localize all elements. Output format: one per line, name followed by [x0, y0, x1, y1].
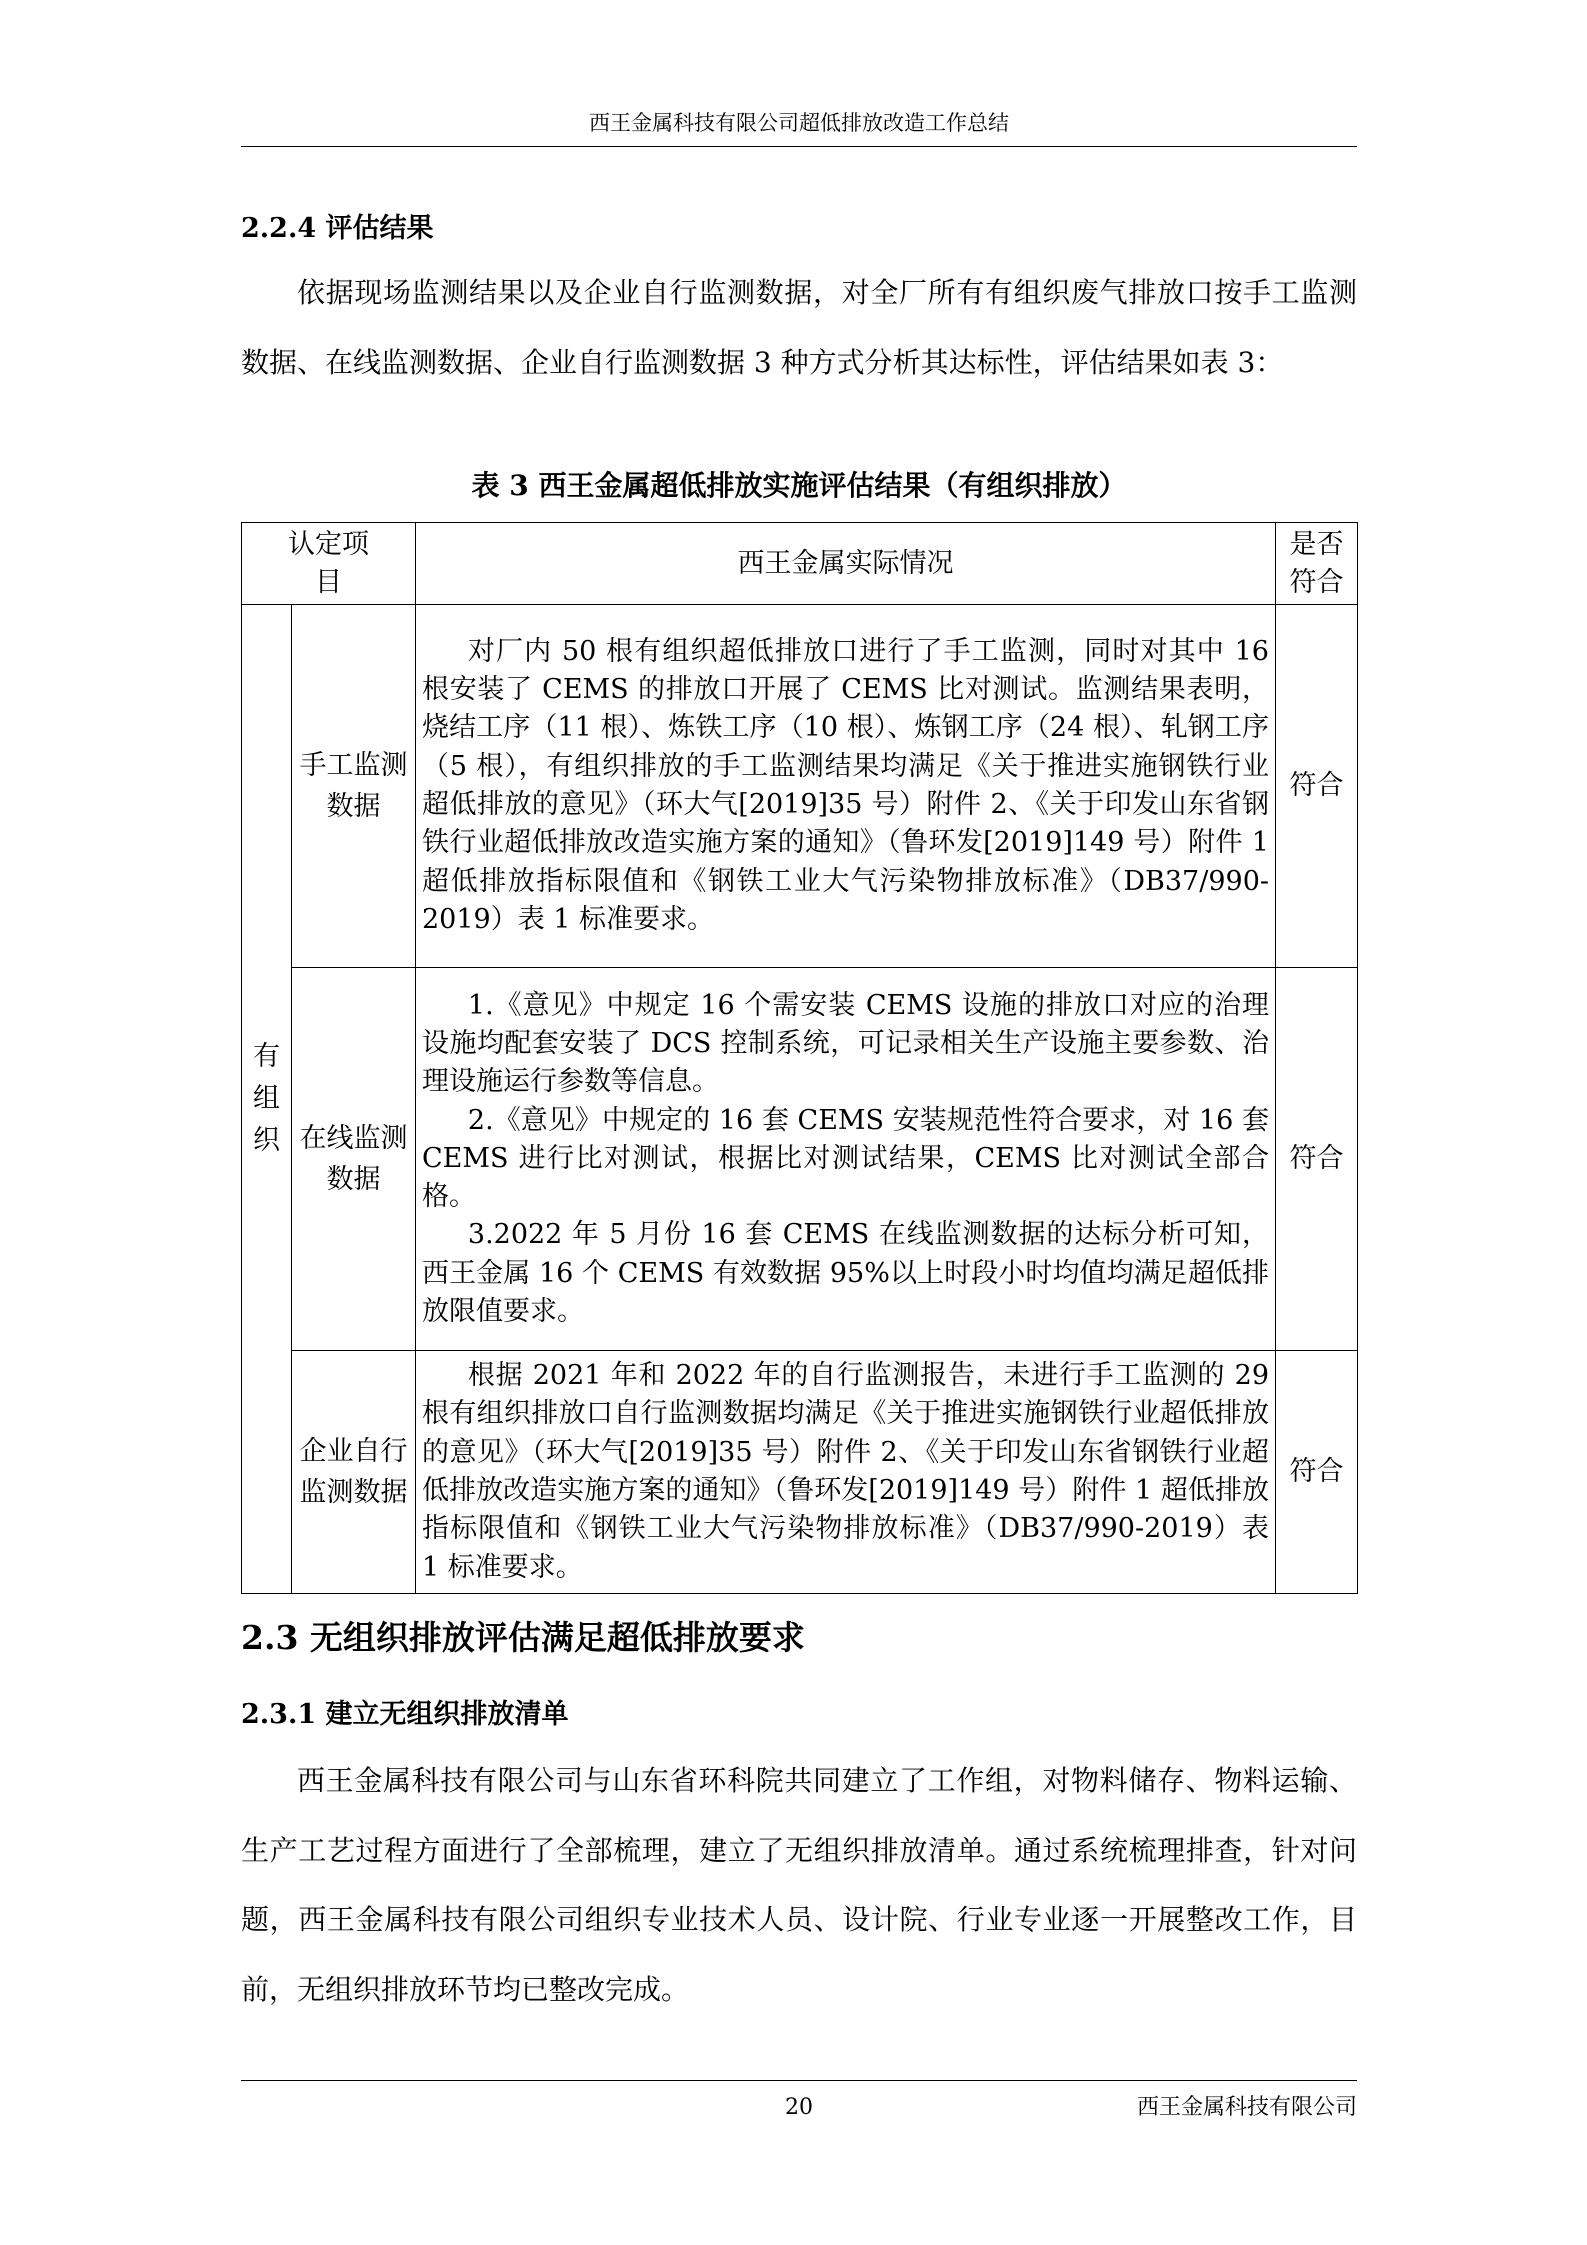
row-compliance: 符合 — [1276, 605, 1358, 968]
group-label: 有组织 — [242, 605, 292, 1594]
footer-company: 西王金属科技有限公司 — [1136, 2095, 1357, 2120]
row-content — [416, 1351, 1276, 1594]
table-row — [242, 968, 1358, 1351]
header-actual: 西王金属实际情况 — [416, 523, 1276, 605]
row-paragraph: 1.《意见》中规定 16 个需安装 CEMS 设施的排放口对应的治理设施均配套安装了 DCS 控制系统，可记录相关生产设施主要参数、治理设施运行参数等信息。 — [422, 989, 1269, 1098]
page-number: 20 — [785, 2095, 813, 2120]
table-3-caption: 表 3 西王金属超低排放实施评估结果（有组织排放） — [471, 469, 1127, 502]
row-compliance: 符合 — [1276, 1351, 1358, 1594]
page-header-title: 西王金属科技有限公司超低排放改造工作总结 — [589, 111, 1009, 135]
header-compliance: 是否符合 — [1276, 523, 1358, 605]
row-item: 在线监测数据 — [292, 968, 416, 1351]
section-2-2-4-heading: 2.2.4 评估结果 — [241, 213, 434, 244]
row-paragraph: 3.2022 年 5 月份 16 套 CEMS 在线监测数据的达标分析可知，西王金属 16 个 CEMS 有效数据 95%以上时段小时均值均满足超低排放限值要求。 — [422, 1219, 1269, 1328]
row-content — [416, 968, 1276, 1351]
header-rule — [241, 146, 1357, 147]
table-header-row — [242, 523, 1358, 605]
section-2-2-4-paragraph: 依据现场监测结果以及企业自行监测数据，对全厂所有有组织废气排放口按手工监测数据、在线监测数据、企业自行监测数据 3 种方式分析其达标性，评估结果如表 3： — [241, 276, 1357, 379]
table-row — [242, 1351, 1358, 1594]
table-row — [242, 605, 1358, 968]
header-item: 认定项目 — [242, 523, 416, 605]
section-2-3-heading: 2.3 无组织排放评估满足超低排放要求 — [241, 1618, 805, 1657]
table-3 — [241, 522, 1358, 1594]
row-compliance: 符合 — [1276, 968, 1358, 1351]
row-item: 企业自行监测数据 — [292, 1351, 416, 1594]
section-2-3-1-heading: 2.3.1 建立无组织排放清单 — [241, 1699, 569, 1730]
section-2-3-1-paragraph: 西王金属科技有限公司与山东省环科院共同建立了工作组，对物料储存、物料运输、生产工艺过程方面进行了全部梳理，建立了无组织排放清单。通过系统梳理排查，针对问题，西王金属科技有限公司组织专业技术人员、设计院、行业专业逐一开展整改工作，目前，无组织排放环节均已整改完成。 — [241, 1764, 1357, 2006]
row-paragraph: 根据 2021 年和 2022 年的自行监测报告，未进行手工监测的 29 根有组织排放口自行监测数据均满足《关于推进实施钢铁行业超低排放的意见》（环大气[2019]35 号）附件 2、《关于印发山东省钢铁行业超低排放改造实施方案的通知》（鲁环发[2019]149 号）附件 1 超低排放指标限值和《钢铁工业大气污染物排放标准》（DB37/990-2019）表 1 标准要求。 — [422, 1360, 1269, 1583]
row-content — [416, 605, 1276, 968]
row-item: 手工监测数据 — [292, 605, 416, 968]
row-paragraph: 2.《意见》中规定的 16 套 CEMS 安装规范性符合要求，对 16 套 CEMS 进行比对测试，根据比对测试结果，CEMS 比对测试全部合格。 — [422, 1104, 1269, 1213]
row-paragraph: 对厂内 50 根有组织超低排放口进行了手工监测，同时对其中 16 根安装了 CEMS 的排放口开展了 CEMS 比对测试。监测结果表明，烧结工序（11 根）、炼铁工序（10 根）、炼钢工序（24 根）、轧钢工序（5 根），有组织排放的手工监测结果均满足《关于推进实施钢铁行业超低排放的意见》（环大气[2019]35 号）附件 2、《关于印发山东省钢铁行业超低排放改造实施方案的通知》（鲁环发[2019]149 号）附件 1 超低排放指标限值和《钢铁工业大气污染物排放标准》（DB37/990-2019）表 1 标准要求。 — [422, 635, 1269, 935]
footer-rule — [241, 2080, 1357, 2081]
